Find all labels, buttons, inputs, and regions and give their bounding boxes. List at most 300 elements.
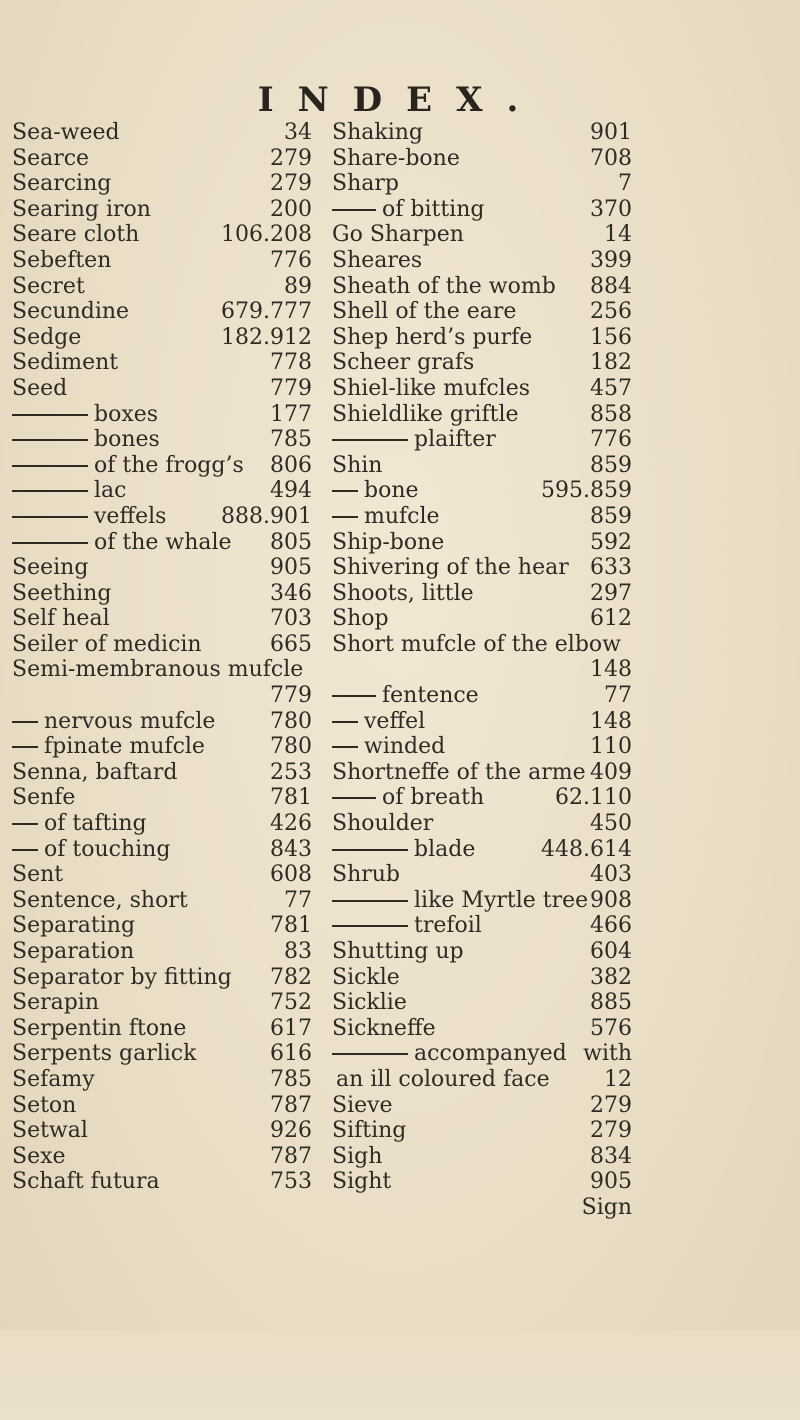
index-entry xyxy=(12,1041,312,1067)
entry-term xyxy=(12,1144,66,1170)
entry-text: veffels xyxy=(94,503,167,529)
entry-text: Shieldlike griftle xyxy=(332,401,519,427)
entry-page-number: 604 xyxy=(590,939,632,964)
entry-page-number: 908 xyxy=(590,887,632,913)
entry-term xyxy=(12,913,135,939)
index-entry xyxy=(12,146,312,172)
entry-text: Shrub xyxy=(332,862,401,888)
entry-page-number: with xyxy=(583,1041,632,1067)
entry-page-number: 780 xyxy=(270,708,312,734)
entry-term xyxy=(332,1016,436,1042)
entry-term xyxy=(12,785,75,811)
entry-page-number: 616 xyxy=(270,1041,312,1067)
index-entry xyxy=(332,734,632,760)
entry-term xyxy=(332,248,422,274)
ditto-dash xyxy=(332,849,408,851)
entry-text: Senfe xyxy=(12,785,76,811)
entry-page-number: 182 xyxy=(590,350,632,376)
entry-term xyxy=(332,1169,391,1195)
entry-text: Setwal xyxy=(12,1118,88,1144)
entry-term xyxy=(332,478,419,504)
entry-page-number: 83 xyxy=(284,939,312,964)
index-entry xyxy=(332,1169,632,1195)
entry-text: Searce xyxy=(12,145,90,171)
entry-term xyxy=(332,120,423,146)
index-entry xyxy=(332,990,632,1016)
entry-page-number: 148 xyxy=(590,657,632,683)
entry-term xyxy=(12,1118,88,1144)
entry-term xyxy=(12,760,177,786)
index-entry xyxy=(332,913,632,939)
entry-term xyxy=(12,939,134,965)
index-entry xyxy=(332,760,632,786)
index-entry xyxy=(12,197,312,223)
index-entry xyxy=(12,222,312,248)
entry-page-number: 77 xyxy=(604,683,632,709)
index-entry xyxy=(332,530,632,556)
entry-text: Shell of the eare xyxy=(332,299,517,325)
entry-text: Searing iron xyxy=(12,196,151,222)
entry-text: Sheares xyxy=(332,247,423,273)
entry-term xyxy=(332,1118,406,1144)
entry-term xyxy=(332,581,474,607)
index-entry xyxy=(332,555,632,581)
entry-page-number: 776 xyxy=(590,427,632,453)
entry-page-number: 834 xyxy=(590,1143,632,1169)
index-entry xyxy=(332,171,632,197)
index-entry xyxy=(12,299,312,325)
entry-text: fentence xyxy=(382,683,479,709)
entry-term xyxy=(332,965,400,991)
ditto-dash xyxy=(12,542,88,544)
entry-text: Share-bone xyxy=(332,145,460,171)
entry-term xyxy=(12,222,139,248)
entry-page-number: 753 xyxy=(270,1169,312,1195)
ditto-dash xyxy=(12,516,88,518)
index-entry xyxy=(332,837,632,863)
index-entry xyxy=(12,709,312,735)
entry-page-number: 776 xyxy=(270,247,312,273)
entry-term xyxy=(12,120,120,146)
entry-page-number: 576 xyxy=(590,1015,632,1041)
index-entry xyxy=(332,683,632,709)
entry-page-number: 926 xyxy=(270,1118,312,1144)
entry-page-number: 182.912 xyxy=(221,324,312,350)
entry-term xyxy=(336,1067,550,1093)
entry-term xyxy=(332,862,400,888)
entry-text: Shoots, little xyxy=(332,580,474,606)
entry-page-number: 781 xyxy=(270,913,312,939)
entry-page-number: 426 xyxy=(270,811,312,837)
entry-page-number: 89 xyxy=(284,273,312,299)
index-entry xyxy=(332,248,632,274)
entry-page-number: 905 xyxy=(590,1169,632,1195)
entry-term xyxy=(12,325,81,351)
entry-text: winded xyxy=(364,734,446,760)
entry-text: Sexe xyxy=(12,1143,66,1169)
entry-text: Shivering of the hear xyxy=(332,555,569,581)
entry-text: bones xyxy=(94,427,160,453)
ditto-dash xyxy=(12,849,38,851)
entry-term xyxy=(332,1093,393,1119)
entry-page-number: 34 xyxy=(284,120,312,145)
entry-term xyxy=(332,427,496,453)
index-entry xyxy=(12,478,312,504)
entry-text: of tafting xyxy=(44,811,147,837)
entry-term xyxy=(332,376,530,402)
entry-term xyxy=(332,453,382,479)
entry-page-number: 859 xyxy=(590,452,632,478)
index-entry xyxy=(332,632,632,658)
index-entry xyxy=(332,504,632,530)
index-entry xyxy=(12,657,312,683)
entry-text: fpinate mufcle xyxy=(44,734,205,760)
entry-term xyxy=(332,632,621,658)
entry-term xyxy=(12,248,111,274)
index-entry xyxy=(12,862,312,888)
entry-page-number: 457 xyxy=(590,375,632,401)
index-entry xyxy=(332,222,632,248)
entry-term xyxy=(12,555,88,581)
entry-text: Separating xyxy=(12,913,136,939)
entry-text: Separation xyxy=(12,939,135,964)
entry-text: Secret xyxy=(12,273,85,299)
index-entry xyxy=(332,1118,632,1144)
entry-page-number: 279 xyxy=(590,1092,632,1118)
entry-text: Sea-weed xyxy=(12,120,120,145)
entry-term xyxy=(332,913,482,939)
entry-text: bone xyxy=(364,478,419,504)
index-entry xyxy=(332,1144,632,1170)
entry-page-number: 779 xyxy=(270,375,312,401)
entry-page-number: 780 xyxy=(270,734,312,760)
entry-text: Sediment xyxy=(12,350,119,376)
entry-term xyxy=(332,402,519,428)
index-entry xyxy=(12,1144,312,1170)
entry-page-number: 785 xyxy=(270,1066,312,1092)
index-entry xyxy=(332,325,632,351)
index-entry xyxy=(12,427,312,453)
entry-term xyxy=(12,402,158,428)
index-entry xyxy=(332,120,632,146)
entry-term xyxy=(12,1067,95,1093)
entry-text: Shep herd’s purfe xyxy=(332,324,533,350)
entry-text: Sight xyxy=(332,1169,392,1195)
ditto-dash xyxy=(12,414,88,416)
index-entry xyxy=(332,965,632,991)
entry-term xyxy=(332,811,433,837)
entry-text: Sedge xyxy=(12,324,82,350)
index-entry xyxy=(12,990,312,1016)
entry-text: Sentence, short xyxy=(12,887,188,913)
left-column xyxy=(12,120,312,1195)
index-entry xyxy=(12,734,312,760)
entry-term xyxy=(12,811,147,837)
page-title: INDEX. xyxy=(257,80,543,120)
index-entry xyxy=(12,760,312,786)
entry-text: Schaft futura xyxy=(12,1169,160,1195)
entry-text: Shoulder xyxy=(332,811,434,837)
entry-text: Ship-bone xyxy=(332,529,445,555)
entry-page-number: 612 xyxy=(590,606,632,632)
index-entry xyxy=(12,350,312,376)
entry-text: Sickneffe xyxy=(332,1015,436,1041)
index-entry xyxy=(12,1169,312,1195)
entry-text: Short mufcle of the elbow xyxy=(332,631,621,657)
index-entry xyxy=(12,248,312,274)
entry-page-number: 494 xyxy=(270,478,312,504)
entry-page-number: 253 xyxy=(270,759,312,785)
entry-text: like Myrtle tree xyxy=(414,887,589,913)
entry-text: boxes xyxy=(94,401,159,427)
entry-term xyxy=(332,760,586,786)
entry-term xyxy=(12,606,110,632)
index-entry xyxy=(332,785,632,811)
entry-text: Sharp xyxy=(332,171,399,197)
entry-page-number: 703 xyxy=(270,606,312,632)
entry-page-number: 888.901 xyxy=(221,503,312,529)
entry-term xyxy=(12,146,89,172)
entry-text: Secundine xyxy=(12,299,130,325)
entry-term xyxy=(12,427,160,453)
entry-page-number: 177 xyxy=(270,401,312,427)
entry-term xyxy=(332,709,425,735)
index-entry xyxy=(12,837,312,863)
entry-text: Serpentin ftone xyxy=(12,1015,187,1041)
index-entry xyxy=(332,939,632,965)
entry-page-number: 779 xyxy=(270,683,312,709)
entry-text: Sieve xyxy=(332,1092,393,1118)
index-entry xyxy=(12,555,312,581)
entry-text: of the frogg’s xyxy=(94,452,244,478)
index-entry xyxy=(12,1067,312,1093)
entry-page-number: 77 xyxy=(284,887,312,913)
entry-page-number: 382 xyxy=(590,964,632,990)
entry-page-number: 787 xyxy=(270,1143,312,1169)
entry-term xyxy=(12,478,126,504)
ditto-dash xyxy=(332,746,358,748)
index-entry xyxy=(12,632,312,658)
entry-text: Scheer grafs xyxy=(332,350,475,376)
ditto-dash xyxy=(332,490,358,492)
entry-term xyxy=(332,734,445,760)
entry-term xyxy=(12,965,232,991)
entry-page-number: 279 xyxy=(590,1118,632,1144)
entry-term xyxy=(12,350,118,376)
entry-term xyxy=(12,990,99,1016)
entry-term xyxy=(332,274,556,300)
entry-term xyxy=(12,274,85,300)
entry-text: Shiel-like mufcles xyxy=(332,375,531,401)
entry-page-number: 859 xyxy=(590,503,632,529)
entry-page-number: 787 xyxy=(270,1092,312,1118)
entry-text: Sefamy xyxy=(12,1066,95,1092)
index-entry xyxy=(332,299,632,325)
entry-page-number: 110 xyxy=(590,734,632,760)
index-entry xyxy=(12,1016,312,1042)
entry-text: an ill coloured face xyxy=(336,1066,550,1092)
entry-page-number: 466 xyxy=(590,913,632,939)
entry-term xyxy=(12,1169,160,1195)
entry-term xyxy=(332,888,588,914)
index-entry xyxy=(332,197,632,223)
index-entry xyxy=(332,146,632,172)
entry-page-number: 592 xyxy=(590,529,632,555)
index-entry xyxy=(12,888,312,914)
index-entry xyxy=(332,862,632,888)
entry-page-number: 785 xyxy=(270,427,312,453)
index-entry xyxy=(332,709,632,735)
entry-term xyxy=(12,888,188,914)
entry-text: Seton xyxy=(12,1092,77,1118)
index-entry xyxy=(12,683,312,709)
entry-term xyxy=(12,837,170,863)
ditto-dash xyxy=(12,465,88,467)
entry-text: Shortneffe of the arme xyxy=(332,759,586,785)
index-entry xyxy=(12,1118,312,1144)
entry-text: plaifter xyxy=(414,427,496,453)
ditto-dash xyxy=(332,439,408,441)
entry-term xyxy=(332,683,479,709)
index-entry xyxy=(332,657,632,683)
index-entry xyxy=(332,1067,632,1093)
entry-term xyxy=(12,504,166,530)
entry-page-number: 409 xyxy=(590,759,632,785)
entry-term xyxy=(332,939,464,965)
index-entry xyxy=(12,530,312,556)
ditto-dash xyxy=(332,209,376,211)
right-column xyxy=(332,120,632,1221)
entry-term xyxy=(12,1041,196,1067)
entry-page-number: 346 xyxy=(270,580,312,606)
index-entry xyxy=(12,1093,312,1119)
entry-text: Separator by fitting xyxy=(12,964,232,990)
entry-page-number: 106.208 xyxy=(221,222,312,248)
entry-text: Sifting xyxy=(332,1118,407,1144)
entry-text: Sickle xyxy=(332,964,400,990)
entry-term xyxy=(332,197,484,223)
entry-term xyxy=(332,325,532,351)
entry-page-number: 14 xyxy=(604,222,632,248)
entry-page-number: 858 xyxy=(590,401,632,427)
entry-text: of touching xyxy=(44,836,171,862)
entry-text: blade xyxy=(414,836,476,862)
entry-page-number: 7 xyxy=(618,171,632,197)
entry-page-number: 633 xyxy=(590,555,632,581)
entry-page-number: 901 xyxy=(590,120,632,145)
index-entry xyxy=(12,581,312,607)
entry-term xyxy=(332,350,474,376)
index-entry xyxy=(12,120,312,146)
entry-page-number: 297 xyxy=(590,580,632,606)
entry-term xyxy=(332,504,440,530)
index-entry xyxy=(332,402,632,428)
entry-page-number: 782 xyxy=(270,964,312,990)
entry-term xyxy=(12,632,202,658)
entry-page-number: 752 xyxy=(270,990,312,1016)
index-entry xyxy=(332,427,632,453)
entry-term xyxy=(332,1041,567,1067)
entry-term xyxy=(332,1144,382,1170)
ditto-dash xyxy=(12,439,88,441)
entry-text: Go Sharpen xyxy=(332,222,464,248)
entry-page-number: 781 xyxy=(270,785,312,811)
entry-text: mufcle xyxy=(364,503,440,529)
index-entry xyxy=(12,785,312,811)
entry-page-number: 399 xyxy=(590,247,632,273)
ditto-dash xyxy=(332,721,358,723)
entry-text: Senna, baftard xyxy=(12,759,178,785)
entry-page-number: Sign xyxy=(581,1194,632,1220)
ditto-dash xyxy=(12,721,38,723)
entry-page-number: 448.614 xyxy=(541,836,632,862)
entry-page-number: 156 xyxy=(590,324,632,350)
entry-term xyxy=(12,1016,186,1042)
entry-text: Semi-membranous mufcle xyxy=(12,657,304,683)
ditto-dash xyxy=(12,823,38,825)
entry-page-number: 905 xyxy=(270,555,312,581)
index-entry xyxy=(332,606,632,632)
entry-page-number: 595.859 xyxy=(541,478,632,504)
index-entry xyxy=(332,453,632,479)
entry-text: Sebeften xyxy=(12,247,112,273)
entry-text: of bitting xyxy=(382,196,485,222)
entry-text: Sicklie xyxy=(332,990,407,1016)
index-entry xyxy=(332,478,632,504)
entry-text: Shin xyxy=(332,452,383,478)
entry-term xyxy=(12,376,67,402)
entry-text: Sent xyxy=(12,862,64,888)
entry-page-number: 679.777 xyxy=(221,299,312,325)
entry-page-number: 279 xyxy=(270,145,312,171)
entry-page-number: 778 xyxy=(270,350,312,376)
entry-term xyxy=(332,555,569,581)
ditto-dash xyxy=(332,695,376,697)
entry-term xyxy=(12,581,111,607)
entry-term xyxy=(332,837,475,863)
entry-page-number: 279 xyxy=(270,171,312,197)
entry-term xyxy=(332,146,460,172)
entry-page-number: 450 xyxy=(590,811,632,837)
index-entry xyxy=(332,376,632,402)
index-entry xyxy=(12,939,312,965)
entry-page-number: 617 xyxy=(270,1015,312,1041)
entry-text: Searcing xyxy=(12,171,112,197)
entry-text: Seed xyxy=(12,375,68,401)
index-entry xyxy=(12,606,312,632)
entry-page-number: 665 xyxy=(270,631,312,657)
entry-text: lac xyxy=(94,478,127,504)
entry-term xyxy=(12,709,215,735)
index-entry xyxy=(12,453,312,479)
entry-text: Seething xyxy=(12,580,112,606)
index-entry xyxy=(332,1195,632,1221)
entry-page-number: 256 xyxy=(590,299,632,325)
entry-page-number: 200 xyxy=(270,196,312,222)
entry-page-number: 608 xyxy=(270,862,312,888)
entry-page-number: 708 xyxy=(590,145,632,171)
entry-page-number: 805 xyxy=(270,529,312,555)
index-entry xyxy=(332,581,632,607)
entry-text: Seare cloth xyxy=(12,222,140,248)
entry-page-number: 148 xyxy=(590,708,632,734)
entry-term xyxy=(12,734,205,760)
index-entry xyxy=(12,376,312,402)
entry-text: trefoil xyxy=(414,913,482,939)
entry-text: Seiler of medicin xyxy=(12,631,202,657)
entry-page-number: 884 xyxy=(590,273,632,299)
ditto-dash xyxy=(332,900,408,902)
